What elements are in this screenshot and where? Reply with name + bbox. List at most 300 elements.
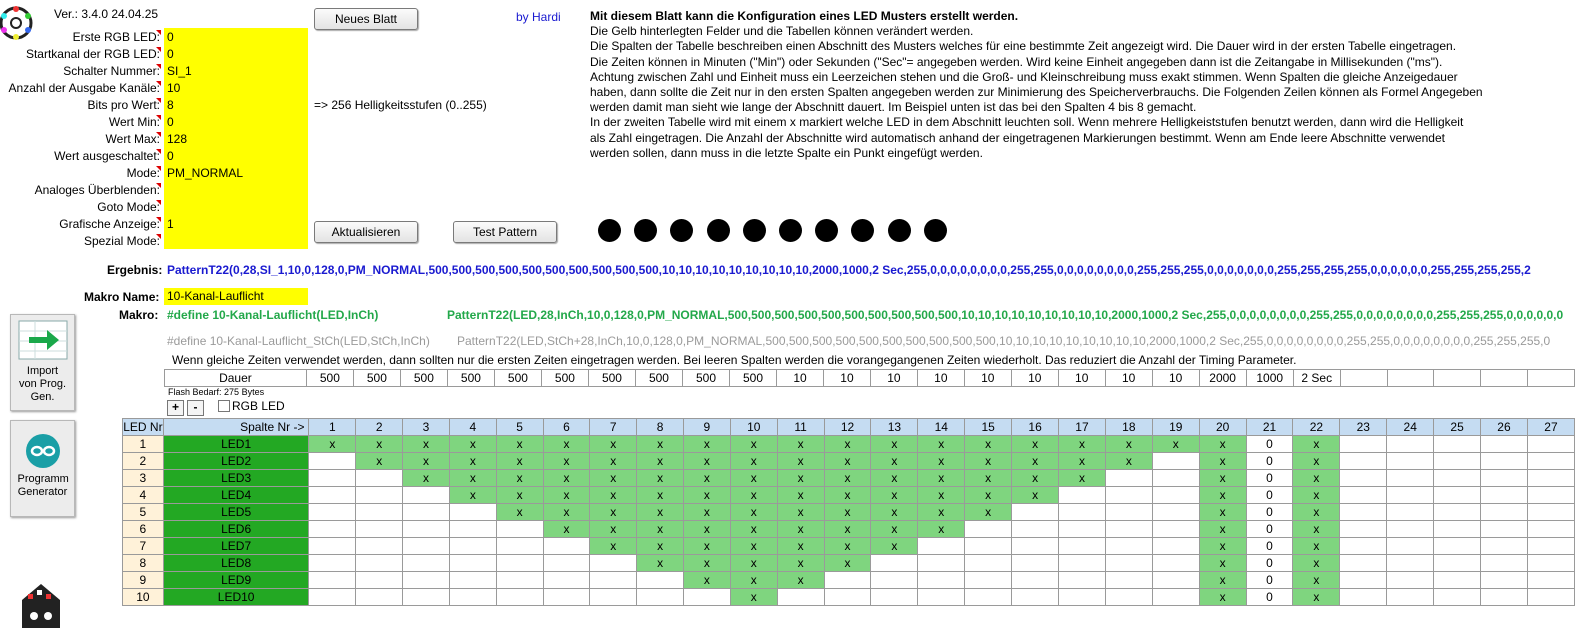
station-icon[interactable] (16, 580, 66, 628)
led-matrix-cell[interactable]: x (730, 487, 777, 504)
duration-cell[interactable]: 1000 (1246, 370, 1293, 387)
duration-cell[interactable]: 500 (682, 370, 729, 387)
led-matrix-cell[interactable]: x (1012, 470, 1059, 487)
led-matrix-cell[interactable]: x (543, 436, 590, 453)
led-matrix-cell[interactable] (918, 589, 965, 606)
duration-cell[interactable]: 500 (494, 370, 541, 387)
plus-button[interactable]: + (167, 400, 184, 416)
led-matrix-cell[interactable]: x (777, 436, 824, 453)
led-matrix-cell[interactable]: x (637, 504, 684, 521)
led-matrix-cell[interactable]: x (637, 487, 684, 504)
led-matrix-cell[interactable] (543, 572, 590, 589)
minus-button[interactable]: - (187, 400, 204, 416)
led-matrix-cell[interactable]: x (918, 487, 965, 504)
led-matrix-cell[interactable] (496, 572, 543, 589)
led-matrix-cell[interactable] (1434, 504, 1481, 521)
led-matrix-cell[interactable]: x (403, 453, 450, 470)
led-matrix-cell[interactable] (965, 521, 1012, 538)
led-matrix-cell[interactable] (1012, 555, 1059, 572)
led-matrix-cell[interactable]: x (637, 555, 684, 572)
led-matrix-cell[interactable]: x (777, 487, 824, 504)
led-matrix-cell[interactable] (683, 589, 730, 606)
led-matrix-cell[interactable]: x (871, 521, 918, 538)
led-matrix-cell[interactable]: x (965, 470, 1012, 487)
led-matrix-cell[interactable] (1527, 555, 1574, 572)
led-matrix-cell[interactable] (1340, 538, 1387, 555)
led-matrix-cell[interactable] (309, 521, 356, 538)
led-matrix-cell[interactable] (356, 555, 403, 572)
led-matrix-cell[interactable]: x (683, 572, 730, 589)
led-matrix-cell[interactable] (1012, 589, 1059, 606)
duration-cell[interactable] (1340, 370, 1387, 387)
duration-cell[interactable]: 500 (306, 370, 353, 387)
led-matrix-cell[interactable]: x (683, 555, 730, 572)
led-matrix-cell[interactable]: 0 (1246, 436, 1293, 453)
led-matrix-cell[interactable]: 0 (1246, 470, 1293, 487)
led-matrix-cell[interactable]: x (496, 453, 543, 470)
led-matrix-cell[interactable] (309, 470, 356, 487)
led-matrix-cell[interactable]: 0 (1246, 538, 1293, 555)
led-matrix-cell[interactable] (1152, 470, 1199, 487)
led-matrix-cell[interactable]: x (730, 572, 777, 589)
led-matrix-cell[interactable] (777, 589, 824, 606)
led-matrix-cell[interactable] (356, 538, 403, 555)
led-matrix-cell[interactable]: x (777, 504, 824, 521)
led-matrix-cell[interactable] (918, 555, 965, 572)
led-matrix-cell[interactable]: x (965, 453, 1012, 470)
led-matrix-cell[interactable] (1059, 555, 1106, 572)
led-matrix-cell[interactable] (965, 555, 1012, 572)
led-matrix-cell[interactable] (1527, 504, 1574, 521)
led-matrix-cell[interactable] (403, 504, 450, 521)
led-matrix-cell[interactable] (1387, 453, 1434, 470)
led-matrix-cell[interactable]: x (496, 436, 543, 453)
led-matrix-cell[interactable] (1434, 538, 1481, 555)
config-value-input[interactable]: 1 (167, 217, 174, 231)
led-matrix-cell[interactable] (356, 504, 403, 521)
led-matrix-cell[interactable] (1481, 521, 1528, 538)
led-matrix-cell[interactable]: x (777, 453, 824, 470)
duration-cell[interactable]: 500 (400, 370, 447, 387)
led-matrix-cell[interactable] (918, 538, 965, 555)
led-matrix-cell[interactable] (403, 487, 450, 504)
result-value[interactable]: PatternT22(0,28,SI_1,10,0,128,0,PM_NORMAL,500,500,500,500,500,500,500,500,500,500,10,10,10,10,10,10,10,10,10,2000,1000,2 Sec,255,0,0,0,0,0,0,0,0,255,255,0,0,0,0,0,0,0,0,255,255,255,0,0,0,0,0,0,0,255,255,255,255,0,0,0,0,0,0,255,255,255,255,2 (167, 263, 1531, 277)
led-matrix-cell[interactable] (1340, 453, 1387, 470)
led-matrix-cell[interactable]: 0 (1246, 487, 1293, 504)
led-matrix-cell[interactable]: x (918, 504, 965, 521)
led-matrix-cell[interactable] (918, 572, 965, 589)
led-matrix-cell[interactable] (356, 470, 403, 487)
led-matrix-cell[interactable] (1152, 504, 1199, 521)
led-matrix-cell[interactable] (1340, 470, 1387, 487)
led-matrix-cell[interactable] (1387, 504, 1434, 521)
led-matrix-cell[interactable]: x (1199, 504, 1246, 521)
led-matrix-cell[interactable] (309, 487, 356, 504)
macro-name-input[interactable]: 10-Kanal-Lauflicht (164, 288, 308, 305)
led-matrix-cell[interactable] (824, 572, 871, 589)
led-matrix-cell[interactable] (403, 589, 450, 606)
led-matrix-cell[interactable] (356, 572, 403, 589)
led-matrix-cell[interactable] (1340, 487, 1387, 504)
led-matrix-cell[interactable] (1105, 538, 1152, 555)
led-matrix-cell[interactable] (1434, 436, 1481, 453)
led-matrix-cell[interactable] (590, 572, 637, 589)
led-matrix-cell[interactable] (1527, 538, 1574, 555)
led-matrix-cell[interactable] (1340, 589, 1387, 606)
led-matrix-cell[interactable] (1481, 504, 1528, 521)
led-matrix-cell[interactable] (1527, 470, 1574, 487)
led-matrix-cell[interactable]: x (1199, 555, 1246, 572)
led-matrix-cell[interactable] (449, 555, 496, 572)
config-value-input[interactable]: SI_1 (167, 64, 192, 78)
led-matrix-cell[interactable]: x (1012, 436, 1059, 453)
led-matrix-cell[interactable] (1527, 436, 1574, 453)
duration-cell[interactable]: 10 (1105, 370, 1152, 387)
led-matrix-cell[interactable]: x (730, 504, 777, 521)
led-matrix-cell[interactable] (403, 521, 450, 538)
led-matrix-cell[interactable] (965, 538, 1012, 555)
config-value-input[interactable]: PM_NORMAL (167, 166, 244, 180)
led-matrix-cell[interactable]: x (683, 436, 730, 453)
led-matrix-cell[interactable] (1152, 521, 1199, 538)
led-matrix-cell[interactable] (1434, 470, 1481, 487)
duration-cell[interactable] (1481, 370, 1528, 387)
led-matrix-cell[interactable]: x (683, 453, 730, 470)
led-matrix-cell[interactable]: x (1012, 487, 1059, 504)
led-matrix-cell[interactable] (403, 555, 450, 572)
led-matrix-cell[interactable]: x (496, 470, 543, 487)
led-matrix-cell[interactable]: 0 (1246, 572, 1293, 589)
duration-cell[interactable]: 500 (447, 370, 494, 387)
led-matrix-cell[interactable] (1059, 521, 1106, 538)
duration-cell[interactable]: 10 (1058, 370, 1105, 387)
led-matrix-cell[interactable] (1105, 555, 1152, 572)
led-matrix-cell[interactable] (637, 572, 684, 589)
led-matrix-cell[interactable]: x (730, 436, 777, 453)
led-matrix-cell[interactable]: x (918, 470, 965, 487)
duration-cell[interactable]: 500 (635, 370, 682, 387)
led-matrix-cell[interactable] (1105, 470, 1152, 487)
led-matrix-cell[interactable] (1059, 572, 1106, 589)
led-matrix-cell[interactable] (1481, 487, 1528, 504)
import-button[interactable] (10, 314, 75, 411)
led-matrix-cell[interactable]: x (543, 453, 590, 470)
led-matrix-cell[interactable]: x (777, 521, 824, 538)
led-matrix-cell[interactable]: x (637, 470, 684, 487)
led-matrix-cell[interactable] (496, 521, 543, 538)
led-matrix-cell[interactable] (1481, 436, 1528, 453)
led-matrix-cell[interactable] (1387, 538, 1434, 555)
led-matrix-cell[interactable]: x (824, 538, 871, 555)
duration-cell[interactable]: 10 (870, 370, 917, 387)
led-matrix-cell[interactable]: x (965, 504, 1012, 521)
led-matrix-cell[interactable] (1434, 589, 1481, 606)
led-matrix-cell[interactable] (449, 521, 496, 538)
led-matrix-cell[interactable]: x (1199, 572, 1246, 589)
led-matrix-cell[interactable]: x (590, 470, 637, 487)
led-matrix-cell[interactable]: x (1012, 453, 1059, 470)
led-matrix-cell[interactable]: x (871, 453, 918, 470)
duration-cell[interactable]: 10 (1152, 370, 1199, 387)
duration-cell[interactable] (1528, 370, 1575, 387)
led-matrix-cell[interactable]: x (356, 436, 403, 453)
led-matrix-cell[interactable] (356, 589, 403, 606)
duration-cell[interactable]: 10 (777, 370, 824, 387)
led-matrix-cell[interactable] (1059, 487, 1106, 504)
led-matrix-cell[interactable] (543, 538, 590, 555)
led-matrix-cell[interactable]: x (496, 487, 543, 504)
led-matrix-cell[interactable]: x (824, 521, 871, 538)
duration-cell[interactable]: 500 (541, 370, 588, 387)
test-pattern-button[interactable]: Test Pattern (453, 221, 557, 243)
duration-cell[interactable]: 500 (353, 370, 400, 387)
led-matrix-cell[interactable]: x (1105, 436, 1152, 453)
led-matrix-cell[interactable] (403, 538, 450, 555)
led-matrix-cell[interactable] (1434, 487, 1481, 504)
led-matrix-cell[interactable] (1527, 572, 1574, 589)
led-matrix-cell[interactable] (1105, 521, 1152, 538)
config-value-input[interactable]: 8 (167, 98, 174, 112)
led-matrix-cell[interactable]: x (683, 504, 730, 521)
led-matrix-cell[interactable]: x (590, 487, 637, 504)
led-matrix-cell[interactable] (309, 504, 356, 521)
led-matrix-cell[interactable]: x (730, 521, 777, 538)
led-matrix-cell[interactable]: x (309, 436, 356, 453)
led-matrix-cell[interactable]: 0 (1246, 504, 1293, 521)
led-matrix-cell[interactable] (1105, 572, 1152, 589)
rgb-led-checkbox[interactable] (218, 400, 230, 412)
led-matrix-cell[interactable] (1434, 453, 1481, 470)
led-matrix-cell[interactable] (1387, 487, 1434, 504)
led-matrix-cell[interactable]: x (1293, 538, 1340, 555)
led-matrix-cell[interactable]: x (1199, 589, 1246, 606)
led-matrix-cell[interactable] (871, 555, 918, 572)
duration-cell[interactable]: 500 (588, 370, 635, 387)
led-matrix-cell[interactable] (590, 589, 637, 606)
led-matrix-cell[interactable] (1152, 589, 1199, 606)
led-matrix-cell[interactable]: x (777, 572, 824, 589)
led-matrix-cell[interactable]: x (777, 538, 824, 555)
led-matrix-cell[interactable]: x (1105, 453, 1152, 470)
led-matrix-cell[interactable]: x (824, 504, 871, 521)
config-value-input[interactable]: 10 (167, 81, 181, 95)
led-matrix-cell[interactable] (1387, 572, 1434, 589)
led-matrix-cell[interactable]: x (590, 538, 637, 555)
program-generator-button[interactable] (10, 420, 75, 517)
led-matrix-cell[interactable] (1059, 589, 1106, 606)
led-matrix-cell[interactable] (1481, 589, 1528, 606)
led-matrix-cell[interactable]: x (824, 470, 871, 487)
led-matrix-cell[interactable] (1481, 572, 1528, 589)
led-matrix-cell[interactable]: x (637, 538, 684, 555)
led-matrix-cell[interactable]: x (543, 521, 590, 538)
led-matrix-cell[interactable] (403, 572, 450, 589)
led-matrix-cell[interactable]: x (590, 504, 637, 521)
led-matrix-cell[interactable]: x (918, 453, 965, 470)
led-matrix-cell[interactable] (1527, 453, 1574, 470)
led-matrix-cell[interactable]: x (590, 453, 637, 470)
led-matrix-cell[interactable] (543, 589, 590, 606)
led-matrix-cell[interactable] (356, 521, 403, 538)
led-matrix-cell[interactable]: x (637, 436, 684, 453)
led-matrix-cell[interactable] (1152, 572, 1199, 589)
led-matrix-cell[interactable] (1152, 487, 1199, 504)
led-matrix-cell[interactable]: x (1293, 589, 1340, 606)
led-matrix-cell[interactable] (309, 453, 356, 470)
led-matrix-cell[interactable] (1012, 538, 1059, 555)
led-matrix-cell[interactable]: x (1293, 572, 1340, 589)
led-matrix-cell[interactable]: x (1293, 453, 1340, 470)
led-matrix-cell[interactable] (637, 589, 684, 606)
led-matrix-cell[interactable] (496, 538, 543, 555)
led-matrix-cell[interactable]: x (1199, 538, 1246, 555)
led-matrix-cell[interactable]: x (637, 521, 684, 538)
led-matrix-cell[interactable] (1059, 538, 1106, 555)
duration-cell[interactable] (1387, 370, 1434, 387)
led-matrix-cell[interactable] (449, 589, 496, 606)
led-matrix-cell[interactable] (824, 589, 871, 606)
led-matrix-cell[interactable]: 0 (1246, 555, 1293, 572)
led-matrix-cell[interactable]: x (730, 453, 777, 470)
led-matrix-cell[interactable]: x (449, 453, 496, 470)
led-matrix-cell[interactable]: x (730, 538, 777, 555)
led-matrix-cell[interactable] (309, 589, 356, 606)
led-matrix-cell[interactable]: x (871, 436, 918, 453)
led-matrix-cell[interactable] (449, 572, 496, 589)
led-matrix-cell[interactable] (1152, 453, 1199, 470)
led-matrix-cell[interactable]: x (683, 487, 730, 504)
led-matrix-cell[interactable]: x (637, 453, 684, 470)
led-matrix-cell[interactable] (1387, 589, 1434, 606)
led-matrix-cell[interactable]: x (871, 487, 918, 504)
led-matrix-cell[interactable] (1105, 589, 1152, 606)
led-matrix-cell[interactable]: x (1293, 487, 1340, 504)
led-matrix-cell[interactable] (449, 504, 496, 521)
led-matrix-cell[interactable]: 0 (1246, 453, 1293, 470)
led-matrix-cell[interactable]: x (683, 470, 730, 487)
config-value-input[interactable]: 0 (167, 30, 174, 44)
led-matrix-cell[interactable]: x (449, 470, 496, 487)
led-matrix-cell[interactable]: x (1293, 436, 1340, 453)
led-matrix-cell[interactable] (1012, 504, 1059, 521)
led-matrix-cell[interactable]: x (1293, 555, 1340, 572)
config-value-input[interactable]: 128 (167, 132, 188, 146)
led-matrix-cell[interactable] (1340, 572, 1387, 589)
led-matrix-cell[interactable]: x (824, 555, 871, 572)
led-matrix-cell[interactable]: x (871, 504, 918, 521)
led-matrix-cell[interactable]: x (590, 521, 637, 538)
led-matrix-cell[interactable] (1387, 436, 1434, 453)
led-matrix-cell[interactable] (1012, 521, 1059, 538)
led-matrix-cell[interactable]: x (1293, 504, 1340, 521)
led-matrix-cell[interactable]: x (918, 521, 965, 538)
led-matrix-cell[interactable] (1387, 555, 1434, 572)
led-matrix-cell[interactable]: x (730, 555, 777, 572)
led-matrix-cell[interactable]: x (965, 436, 1012, 453)
led-matrix-cell[interactable] (309, 572, 356, 589)
duration-cell[interactable]: 10 (1011, 370, 1058, 387)
led-matrix-cell[interactable]: x (449, 436, 496, 453)
led-matrix-cell[interactable] (1387, 470, 1434, 487)
duration-cell[interactable]: 2000 (1199, 370, 1246, 387)
led-matrix-cell[interactable]: x (543, 470, 590, 487)
config-value-input[interactable]: 0 (167, 149, 174, 163)
led-matrix-cell[interactable] (1434, 521, 1481, 538)
led-matrix-cell[interactable]: x (1293, 470, 1340, 487)
led-matrix-cell[interactable] (1152, 555, 1199, 572)
led-matrix-cell[interactable] (1481, 470, 1528, 487)
led-matrix-cell[interactable]: 0 (1246, 589, 1293, 606)
config-value-input[interactable]: 0 (167, 47, 174, 61)
led-matrix-cell[interactable]: x (403, 470, 450, 487)
led-matrix-cell[interactable] (496, 589, 543, 606)
led-matrix-cell[interactable] (1059, 504, 1106, 521)
led-matrix-cell[interactable] (309, 555, 356, 572)
led-matrix-cell[interactable]: x (918, 436, 965, 453)
led-matrix-cell[interactable]: x (871, 470, 918, 487)
led-matrix-cell[interactable] (1481, 538, 1528, 555)
led-matrix-cell[interactable]: x (965, 487, 1012, 504)
led-matrix-cell[interactable] (496, 555, 543, 572)
led-matrix-cell[interactable] (1387, 521, 1434, 538)
duration-cell[interactable]: 10 (964, 370, 1011, 387)
led-matrix-cell[interactable]: x (590, 436, 637, 453)
led-matrix-cell[interactable]: x (683, 521, 730, 538)
led-matrix-cell[interactable]: x (683, 538, 730, 555)
led-matrix-cell[interactable] (1105, 504, 1152, 521)
led-matrix-cell[interactable] (1340, 521, 1387, 538)
duration-cell[interactable]: 10 (823, 370, 870, 387)
led-matrix-cell[interactable]: x (543, 504, 590, 521)
config-value-input[interactable]: 0 (167, 115, 174, 129)
led-matrix-cell[interactable]: x (1199, 470, 1246, 487)
led-matrix-cell[interactable] (309, 538, 356, 555)
led-matrix-cell[interactable] (1527, 589, 1574, 606)
led-matrix-cell[interactable]: x (1059, 470, 1106, 487)
led-matrix-cell[interactable]: x (1293, 521, 1340, 538)
led-matrix-cell[interactable]: x (730, 589, 777, 606)
led-matrix-cell[interactable]: x (1199, 521, 1246, 538)
led-matrix-cell[interactable] (449, 538, 496, 555)
led-matrix-cell[interactable]: x (1199, 487, 1246, 504)
update-button[interactable]: Aktualisieren (314, 221, 418, 243)
led-matrix-cell[interactable]: x (824, 436, 871, 453)
led-matrix-cell[interactable]: x (1152, 436, 1199, 453)
led-matrix-cell[interactable] (1434, 555, 1481, 572)
led-matrix-cell[interactable]: x (1199, 436, 1246, 453)
led-matrix-cell[interactable] (1481, 555, 1528, 572)
led-matrix-cell[interactable] (1152, 538, 1199, 555)
led-matrix-cell[interactable] (1481, 453, 1528, 470)
duration-cell[interactable]: 2 Sec (1293, 370, 1340, 387)
led-matrix-cell[interactable]: x (403, 436, 450, 453)
led-matrix-cell[interactable]: 0 (1246, 521, 1293, 538)
led-matrix-cell[interactable] (871, 589, 918, 606)
led-matrix-cell[interactable]: x (824, 453, 871, 470)
led-matrix-cell[interactable]: x (1059, 453, 1106, 470)
led-matrix-cell[interactable] (1527, 487, 1574, 504)
led-matrix-cell[interactable]: x (449, 487, 496, 504)
led-matrix-cell[interactable]: x (1199, 453, 1246, 470)
led-matrix-cell[interactable] (871, 572, 918, 589)
led-matrix-cell[interactable]: x (543, 487, 590, 504)
led-matrix-cell[interactable] (1527, 521, 1574, 538)
new-sheet-button[interactable]: Neues Blatt (314, 8, 418, 30)
led-matrix-cell[interactable] (965, 589, 1012, 606)
led-matrix-cell[interactable] (1105, 487, 1152, 504)
led-matrix-cell[interactable] (356, 487, 403, 504)
led-matrix-cell[interactable] (543, 555, 590, 572)
